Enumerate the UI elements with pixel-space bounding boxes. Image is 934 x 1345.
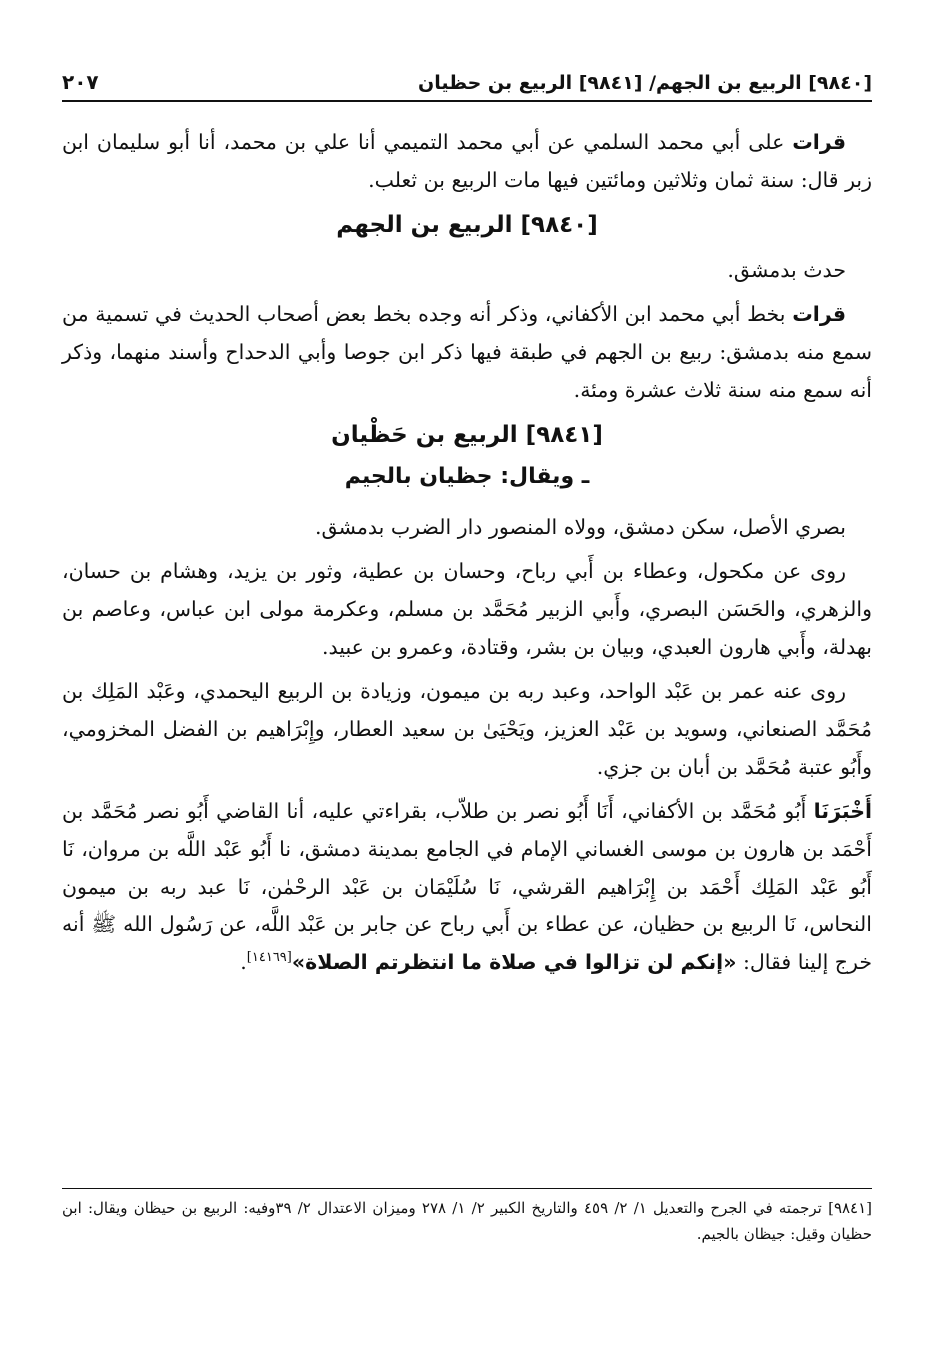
- keyword-qarat: قرات: [792, 130, 846, 154]
- footnote-separator: [62, 1188, 872, 1189]
- page-number: ٢٠٧: [62, 70, 99, 94]
- paragraph-death-year: [62, 124, 872, 200]
- book-page: [62, 70, 872, 1305]
- paragraph-narrated-by: روى عنه عمر بن عَبْد الواحد، وعبد ربه بن ميمون، وزيادة بن الربيع اليحمدي، وعَبْد المَلِك بن مُحَمَّد الصنعاني، وسويد بن عَبْد العزيز، ويَحْيَىٰ بن سعيد العطار، وإِبْرَاهيم بن الفضل المخزومي، وأَبُو عتبة مُحَمَّد بن أبان بن جزي.: [62, 678, 872, 779]
- paragraph-isnad: [62, 793, 872, 983]
- paragraph-text: على أبي محمد السلمي عن أبي محمد التميمي أنا علي بن محمد، أنا أبو سليمان ابن زبر قال: سنة ثمان وثلاثين ومائتين فيها مات الربيع بن ثعلب.: [62, 130, 872, 192]
- hadith-number: [١٤١٦٩]: [246, 950, 292, 966]
- paragraph-origin: بصري الأصل، سكن دمشق، وولاه المنصور دار الضرب بدمشق.: [315, 515, 846, 540]
- keyword-qarat: قرات: [792, 302, 846, 327]
- entry-heading-9840: [٩٨٤٠] الربيع بن الجهم: [336, 211, 598, 238]
- closing-period: .: [240, 950, 247, 975]
- paragraph-text: بخط أبي محمد ابن الأكفاني، وذكر أنه وجده بخط بعض أصحاب الحديث في تسمية من سمع منه بدمشق: ربيع بن الجهم في طبقة فيها ذكر ابن جوصا وأبي الدحداح وأسند منهما، وذكر أنه سمع منه سنة ثلاث عشرة ومئة.: [62, 302, 872, 403]
- running-header: [62, 70, 872, 102]
- hadith-quote: «إنكم لن تزالوا في صلاة ما انتظرتم الصلاة»: [291, 950, 737, 975]
- paragraph-narrated-from: روى عن مكحول، وعطاء بن أَبي رباح، وحسان بن عطية، وثور بن يزيد، وهشام بن حسان، والزهري، والحَسَن البصري، وأَبي الزبير مُحَمَّد بن مسلم، وعكرمة مولى ابن عباس، وعاصم بن بهدلة، وأَبي هارون العبدي، وبيان بن بشر، وقتادة، وعمرو بن عبيد.: [62, 559, 872, 659]
- running-title: [٩٨٤٠] الربيع بن الجهم/ [٩٨٤١] الربيع بن حظيان: [418, 72, 872, 94]
- page-body: [62, 124, 872, 982]
- keyword-akhbarana: أَخْبَرَنَا: [813, 798, 872, 823]
- paragraph-narrated-damascus: حدث بدمشق.: [727, 258, 846, 283]
- isnad-chain: أَبُو مُحَمَّد بن الأكفاني، أَنَا أَبُو نصر بن طلاّب، بقراءتي عليه، أنا القاضي أَبُو نصر مُحَمَّد بن أَحْمَد بن هارون بن موسى الغساني الإمام في الجامع بمدينة دمشق، نا أَبُو عَبْد اللَّه بن مروان، نَا أَبُو عَبْد المَلِك أَحْمَد بن إِبْرَاهيم القرشي، نَا سُلَيْمَان بن عَبْد الرحْمٰن، نَا عبد ربه بن ميمون النحاس، نَا الربيع بن حظيان، عن عطاء بن أَبي رباح عن جابر بن عَبْد اللَّه، عن رَسُول الله ﷺ أنه خرج إلينا فقال:: [62, 798, 872, 975]
- entry-subheading-9841: ـ ويقال: جظيان بالجيم: [344, 463, 590, 489]
- footnote-9841: [٩٨٤١] ترجمته في الجرح والتعديل ١/ ٢/ ٤٥٩ والتاريخ الكبير ٢/ ١/ ٢٧٨ وميزان الاعتدال ٢/ ٣٩وفيه: الربيع بن حيظان ويقال: ابن حظيان وقيل: جيظان بالجيم.: [62, 1199, 873, 1244]
- paragraph-handwriting-note: [62, 296, 872, 410]
- footnotes-section: [62, 1188, 872, 1248]
- entry-heading-9841: [٩٨٤١] الربيع بن حَظْيان: [331, 422, 603, 449]
